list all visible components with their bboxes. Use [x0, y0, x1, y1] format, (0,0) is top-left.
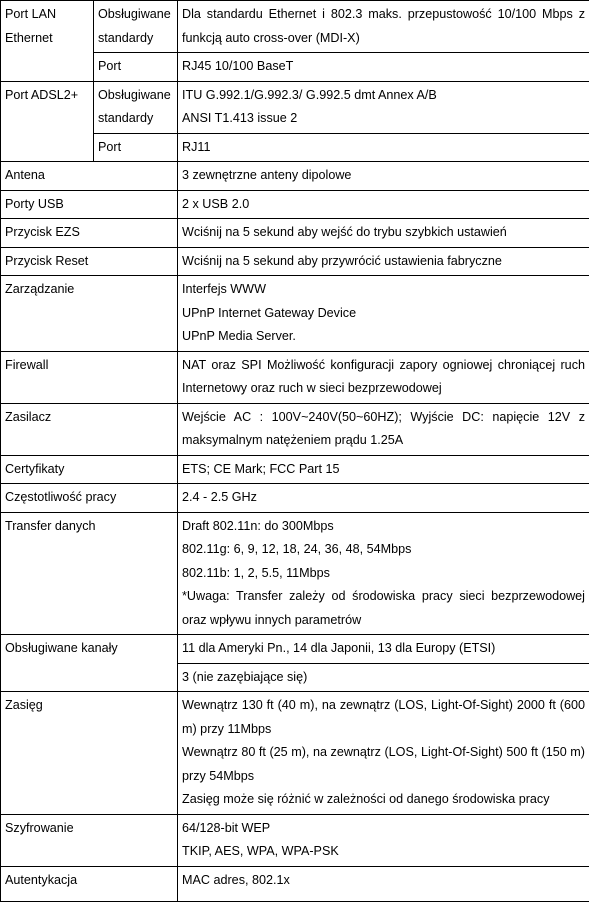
range-paragraph: Wewnątrz 130 ft (40 m), na zewnątrz (LOS, Light-Of-Sight) 2000 ft (600 m) przy 11Mbps — [182, 694, 585, 741]
management-line: UPnP Media Server. — [182, 325, 585, 349]
adsl-standards-label: Obsługiwane standardy — [94, 81, 178, 133]
certificates-value: ETS; CE Mark; FCC Part 15 — [178, 455, 589, 484]
transfer-line: Draft 802.11n: do 300Mbps — [182, 515, 585, 539]
transfer-note: *Uwaga: Transfer zależy od środowiska pracy sieci bezprzewodowej oraz wpływu innych parametrów — [182, 585, 585, 632]
lan-standards-value: Dla standardu Ethernet i 802.3 maks. przepustowość 10/100 Mbps z funkcją auto cross-over (MDI-X) — [178, 1, 589, 53]
ezs-value: Wciśnij na 5 sekund aby wejść do trybu szybkich ustawień — [178, 219, 589, 248]
psu-value: Wejście AC : 100V~240V(50~60HZ); Wyjście DC: napięcie 12V z maksymalnym natężeniem prądu 1.25A — [178, 403, 589, 455]
table-row — [1, 276, 589, 352]
lan-label: Port LAN Ethernet — [1, 1, 94, 82]
frequency-label: Częstotliwość pracy — [1, 484, 178, 513]
lan-port-value: RJ45 10/100 BaseT — [178, 53, 589, 82]
table-row — [1, 866, 589, 901]
table-row — [1, 484, 589, 513]
ezs-label: Przycisk EZS — [1, 219, 178, 248]
channels-value: 11 dla Ameryki Pn., 14 dla Japonii, 13 dla Europy (ETSI) — [178, 635, 589, 664]
adsl-standards-value — [178, 81, 589, 133]
transfer-label: Transfer danych — [1, 512, 178, 635]
management-line: Interfejs WWW — [182, 278, 585, 302]
transfer-value — [178, 512, 589, 635]
usb-value: 2 x USB 2.0 — [178, 190, 589, 219]
usb-label: Porty USB — [1, 190, 178, 219]
firewall-value: NAT oraz SPI Możliwość konfiguracji zapory ogniowej chroniącej ruch Internetowy oraz ruch w sieci bezprzewodowej — [178, 351, 589, 403]
range-label: Zasięg — [1, 692, 178, 815]
range-paragraph: Zasięg może się różnić w zależności od danego środowiska pracy — [182, 788, 585, 812]
encryption-line: TKIP, AES, WPA, WPA-PSK — [182, 840, 585, 864]
antena-value: 3 zewnętrzne anteny dipolowe — [178, 162, 589, 191]
table-row — [1, 190, 589, 219]
table-row — [1, 455, 589, 484]
lan-standards-label: Obsługiwane standardy — [94, 1, 178, 53]
reset-value: Wciśnij na 5 sekund aby przywrócić ustawienia fabryczne — [178, 247, 589, 276]
firewall-label: Firewall — [1, 351, 178, 403]
authentication-label: Autentykacja — [1, 866, 178, 901]
frequency-value: 2.4 - 2.5 GHz — [178, 484, 589, 513]
encryption-line: 64/128-bit WEP — [182, 817, 585, 841]
channels-label: Obsługiwane kanały — [1, 635, 178, 692]
table-row — [1, 692, 589, 815]
management-value — [178, 276, 589, 352]
certificates-label: Certyfikaty — [1, 455, 178, 484]
adsl-standard-line: ITU G.992.1/G.992.3/ G.992.5 dmt Annex A/B — [182, 84, 585, 108]
table-row — [1, 1, 589, 53]
adsl-standard-line: ANSI T1.413 issue 2 — [182, 107, 585, 131]
range-paragraph: Wewnątrz 80 ft (25 m), na zewnątrz (LOS, Light-Of-Sight) 500 ft (150 m) przy 54Mbps — [182, 741, 585, 788]
range-value — [178, 692, 589, 815]
table-row — [1, 81, 589, 133]
management-label: Zarządzanie — [1, 276, 178, 352]
table-row — [1, 351, 589, 403]
antena-label: Antena — [1, 162, 178, 191]
transfer-line: 802.11g: 6, 9, 12, 18, 24, 36, 48, 54Mbps — [182, 538, 585, 562]
encryption-label: Szyfrowanie — [1, 814, 178, 866]
table-row — [1, 247, 589, 276]
reset-label: Przycisk Reset — [1, 247, 178, 276]
management-line: UPnP Internet Gateway Device — [182, 302, 585, 326]
transfer-line: 802.11b: 1, 2, 5.5, 11Mbps — [182, 562, 585, 586]
authentication-value: MAC adres, 802.1x — [178, 866, 589, 901]
adsl-port-label: Port — [94, 133, 178, 162]
table-row — [1, 814, 589, 866]
lan-port-label: Port — [94, 53, 178, 82]
psu-label: Zasilacz — [1, 403, 178, 455]
adsl-port-value: RJ11 — [178, 133, 589, 162]
table-row — [1, 219, 589, 248]
table-row — [1, 635, 589, 664]
encryption-value — [178, 814, 589, 866]
channels-value: 3 (nie zazębiające się) — [178, 663, 589, 692]
adsl-label: Port ADSL2+ — [1, 81, 94, 162]
table-row — [1, 512, 589, 635]
table-row — [1, 403, 589, 455]
table-row — [1, 162, 589, 191]
